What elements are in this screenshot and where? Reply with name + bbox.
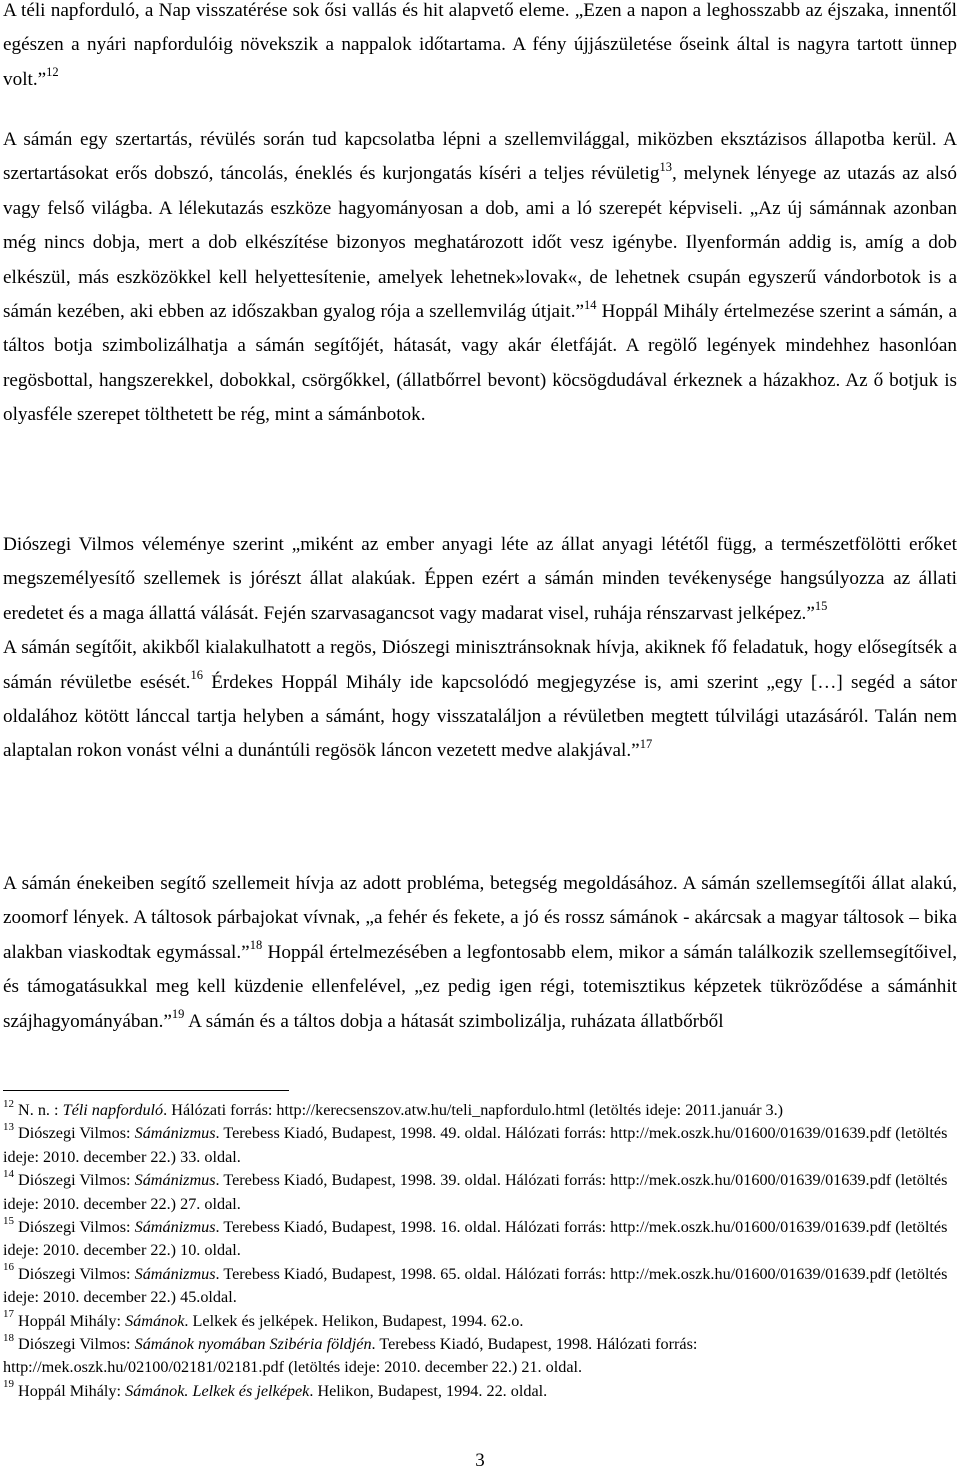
text-run: . Hálózati forrás: http://kerecsenszov.atw.hu/teli_napfordulo.html (letöltés ideje: 2011.január 3.) xyxy=(163,1101,784,1119)
page-number: 3 xyxy=(475,1450,485,1471)
footnote-separator xyxy=(3,1090,289,1091)
paragraph-shaman-trance xyxy=(3,123,957,433)
footnote-ref: 17 xyxy=(3,1308,14,1321)
italic-title: Sámánizmus xyxy=(134,1171,216,1190)
text-run: Diószegi Vilmos: xyxy=(14,1264,135,1283)
text-run: Hoppál Mihály: xyxy=(14,1381,126,1400)
text-run: . Lelkek és jelképek. Helikon, Budapest, 1994. 62.o. xyxy=(184,1311,524,1330)
footnote-17 xyxy=(3,1310,957,1333)
footnote-ref: 16 xyxy=(190,668,203,683)
italic-title: Téli napforduló xyxy=(62,1101,164,1119)
text-run: Hoppál Mihály értelmezése szerint a sámán, a táltos botja szimbolizálhatja a sámán segítőjét, hátasát, vagy akár életfáját. A regölő legények mindehhez hasonlóan regösbottal, hangszerekkel, dobokkal, csörgőkkel, (állatbőrrel bevont) köcsögdudával érkeznek a házakhoz. Az ő botjuk is olyasféle szerepet tölthetett be rég, mint a sámánbotok. xyxy=(3,301,957,426)
footnote-18 xyxy=(3,1333,957,1380)
text-run: , melynek lényege az utazás az alsó vagy felső világba. A lélekutazás eszköze hagyományosan a dob, ami a ló szerepét képviseli. „Az új sámánnak azonban még nincs dobja, mert a dob elkészítése bizonyos meghatározott időt vesz igénybe. Ilyenformán addig is, amíg a dob elkészül, más eszközökkel kell helyettesítenie, amelyek lehetnek»lovak«, de lehetnek csupán egyszerű vándorbotok is a sámán kezében, aki ebben az időszakban gyalog rója a szellemvilág útjait.” xyxy=(3,163,957,323)
footnote-19 xyxy=(3,1380,957,1403)
footnote-ref: 12 xyxy=(46,65,59,80)
text-run: . Terebess Kiadó, Budapest, 1998. 16. oldal. Hálózati forrás: http://mek.oszk.hu/01600/01639/01639.pdf (letöltés ideje: 2010. december 22.) 10. oldal. xyxy=(3,1218,948,1260)
footnote-ref: 15 xyxy=(814,599,828,614)
footnote-ref: 12 xyxy=(3,1097,14,1110)
italic-title: Sámánok. Lelkek és jelképek xyxy=(125,1381,310,1400)
footnote-ref: 19 xyxy=(3,1378,14,1391)
footnote-ref: 18 xyxy=(3,1331,14,1344)
text-run: . Terebess Kiadó, Budapest, 1998. 49. oldal. Hálózati forrás: http://mek.oszk.hu/01600/01639/01639.pdf (letöltés ideje: 2010. december 22.) 33. oldal. xyxy=(3,1124,948,1166)
text-run: A sámán egy szertartás, révülés során tud kapcsolatba lépni a szellemvilággal, miközben eksztázisos állapotba kerül. A szertartásokat erős dobszó, táncolás, éneklés és kurjongatás kíséri a teljes révületig xyxy=(3,129,957,185)
text-run: Diószegi Vilmos: xyxy=(14,1124,135,1143)
text-run: A sámán énekeiben segítő szellemeit hívja az adott probléma, betegség megoldásához. A sámán szellemsegítői állat alakú, zoomorf lények. A táltosok párbajokat vívnak, „a fehér és fekete, a jó és rossz sámánok - akárcsak a magyar táltosok – bika alakban viaskodtak egymással.” xyxy=(3,873,957,963)
text-run: Diószegi Vilmos: xyxy=(14,1218,135,1237)
text-run: . Helikon, Budapest, 1994. 22. oldal. xyxy=(309,1381,548,1400)
text-run: . Terebess Kiadó, Budapest, 1998. 39. oldal. Hálózati forrás: http://mek.oszk.hu/01600/01639/01639.pdf (letöltés ideje: 2010. december 22.) 27. oldal. xyxy=(3,1171,948,1213)
footnote-ref: 19 xyxy=(171,1007,185,1022)
text-run: Diószegi Vilmos: xyxy=(14,1171,135,1190)
text-run: A sámán segítőit, akikből kialakulhatott a regös, Diószegi minisztránsoknak hívja, akiknek fő feladatuk, hogy elősegítsék a sámán révületbe esését. xyxy=(3,637,957,693)
text-run: A téli napforduló, a Nap visszatérése sok ősi vallás és hit alapvető eleme. „Ezen a napon a leghosszabb az éjszaka, innentől egészen a nyári napfordulóig növekszik a nappalok időtartama. A fény újjászületése őseink által is nagyra tartott ünnep volt.” xyxy=(3,0,957,90)
footnote-ref: 18 xyxy=(249,938,263,953)
italic-title: Sámánizmus xyxy=(134,1218,216,1237)
text-run: Hoppál értelmezésében a legfontosabb elem, mikor a sámán találkozik szellemsegítőivel, és támogatásukkal meg kell küzdenie ellenfelével, „ez pedig igen régi, totemisztikus képzetek tükröződése a sámánhit szájhagyományában.” xyxy=(3,941,957,1032)
italic-title: Sámánok xyxy=(125,1311,185,1330)
text-run: . Terebess Kiadó, Budapest, 1998. 65. oldal. Hálózati forrás: http://mek.oszk.hu/01600/01639/01639.pdf (letöltés ideje: 2010. december 22.) 45.oldal. xyxy=(3,1264,948,1307)
footnote-ref: 15 xyxy=(3,1214,14,1227)
footnote-ref: 16 xyxy=(3,1261,14,1274)
footnote-13 xyxy=(3,1122,957,1169)
footnote-ref: 17 xyxy=(639,737,653,752)
footnote-ref: 13 xyxy=(659,160,672,175)
paragraph-shaman-songs xyxy=(3,867,957,1039)
text-run: N. n. : xyxy=(14,1101,63,1119)
text-run: . Terebess Kiadó, Budapest, 1998. Hálózati forrás: http://mek.oszk.hu/02100/02181/02181.pdf (letöltés ideje: 2010. december 22.) 21. oldal. xyxy=(3,1335,698,1377)
footnote-14 xyxy=(3,1169,957,1216)
text-run: Érdekes Hoppál Mihály ide kapcsolódó megjegyzése is, ami szerint „egy […] segéd a sátor oldalához kötött lánccal tartja helyben a sámánt, hogy visszataláljon a révületben megtett túlvilági utazásáról. Talán nem alaptalan rokon vonást vélni a dunántúli regösök láncon vezetett medve alakjával.” xyxy=(3,671,957,762)
footnote-16 xyxy=(3,1263,957,1310)
footnote-ref: 14 xyxy=(3,1167,14,1180)
italic-title: Sámánok nyomában Szibéria földjén xyxy=(134,1335,372,1354)
footnote-ref: 14 xyxy=(584,297,597,312)
footnotes xyxy=(3,1099,957,1403)
text-run: Diószegi Vilmos: xyxy=(14,1335,135,1354)
text-run: Hoppál Mihály: xyxy=(14,1311,126,1330)
italic-title: Sámánizmus xyxy=(134,1264,216,1283)
italic-title: Sámánizmus xyxy=(134,1124,216,1143)
footnote-12 xyxy=(3,1099,957,1122)
text-run: A sámán és a táltos dobja a hátasát szimbolizálja, ruházata állatbőrből xyxy=(184,1010,724,1032)
paragraph-dioszegi-animals xyxy=(3,528,957,769)
footnote-15 xyxy=(3,1216,957,1263)
text-run: Diószegi Vilmos véleménye szerint „miként az ember anyagi léte az állat anyagi lététől függ, a természetfölötti erőket megszemélyesítő szellemek is jórészt állat alakúak. Éppen ezért a sámán minden tevékenysége hangsúlyozza az állati eredetet és a maga állattá válását. Fején szarvasagancsot vagy madarat visel, ruhája rénszarvast jelképez.” xyxy=(3,534,957,624)
paragraph-winter-solstice xyxy=(3,0,957,97)
footnote-ref: 13 xyxy=(3,1121,14,1134)
